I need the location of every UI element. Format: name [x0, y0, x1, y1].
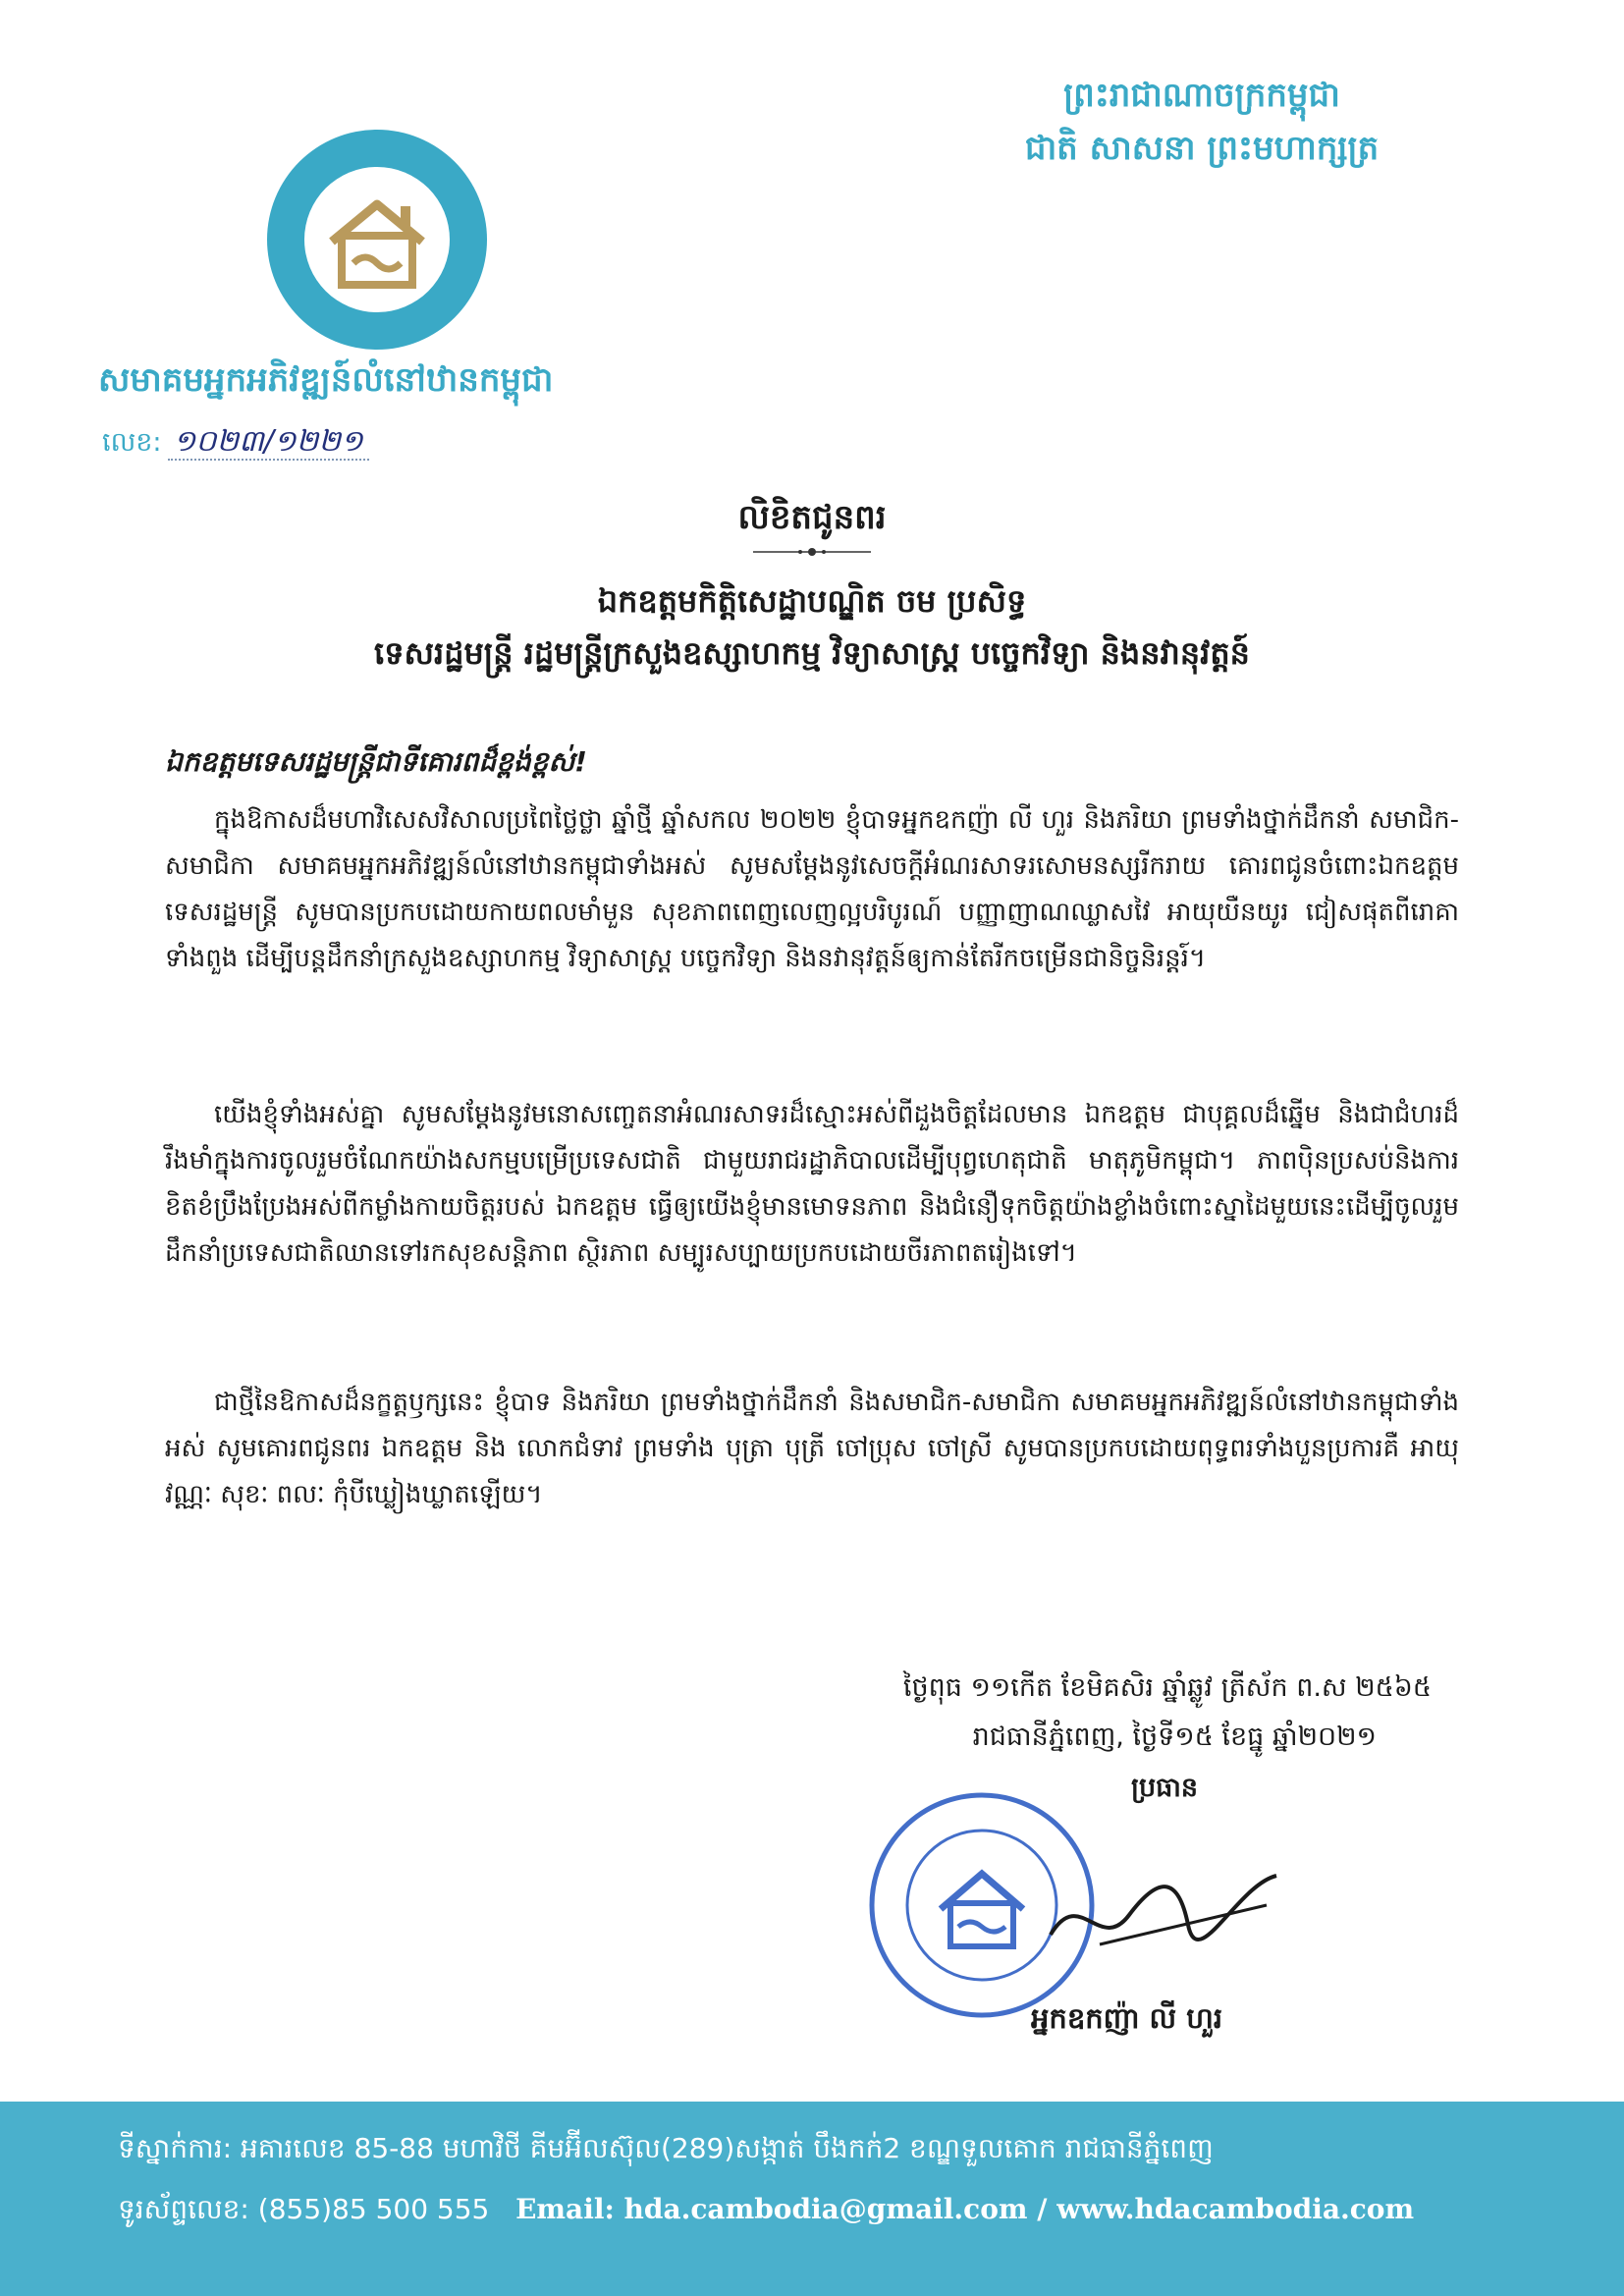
letter-title: លិខិតជូនពរ — [737, 498, 887, 537]
reference-value: ១០២៣/១២២១ — [168, 424, 369, 461]
footer-contact — [118, 2192, 1414, 2232]
body-paragraph-3: ជាថ្មីនៃឱកាសដ៏នក្ខត្តឫក្សនេះ ខ្ញុំបាទ និងភរិយា ព្រមទាំងថ្នាក់ដឹកនាំ និងសមាជិក-សមាជិកា សមាគមអ្នកអភិវឌ្ឍន៍លំនៅឋានកម្ពុជាទាំងអស់ សូមគោរពជូនពរ ឯកឧត្តម និង លោកជំទាវ ព្រមទាំង បុត្រា បុត្រី ចៅប្រុស ចៅស្រី សូមបានប្រកបដោយពុទ្ធពរទាំងបួនប្រការគឺ អាយុ វណ្ណៈ សុខៈ ពលៈ កុំបីឃ្លៀងឃ្លាតឡើយ។ — [165, 1388, 1459, 1509]
handwritten-signature — [1041, 1846, 1286, 1964]
kingdom-motto — [947, 69, 1457, 175]
association-logo — [263, 126, 491, 354]
organization-name: សមាគមអ្នកអភិវឌ្ឍន៍លំនៅឋានកម្ពុជា — [98, 360, 554, 400]
national-motto: ជាតិ សាសនា ព្រះមហាក្សត្រ — [1024, 129, 1380, 168]
email-website: Email: hda.cambodia@gmail.com / www.hdacambodia.com — [515, 2193, 1415, 2225]
reference-number — [102, 422, 369, 465]
recipient-title: ទេសរដ្ឋមន្ត្រី រដ្ឋមន្ត្រីក្រសួងឧស្សាហកម្ម វិទ្យាសាស្ត្រ បច្ចេកវិទ្យា និងនវានុវត្តន៍ — [374, 634, 1250, 672]
signer-name: អ្នកឧកញ៉ា លី ហួរ — [1031, 2001, 1223, 2035]
body-paragraph-2: យើងខ្ញុំទាំងអស់គ្នា សូមសម្ដែងនូវមនោសញ្ចេតនាអំណរសាទរដ៏ស្មោះអស់ពីដួងចិត្តដែលមាន ឯកឧត្តម ជាបុគ្គលដ៏ឆ្នើម និងជាជំហរដ៏រឹងមាំក្នុងការចូលរួមចំណែកយ៉ាងសកម្មបម្រើប្រទេសជាតិ ជាមួយរាជរដ្ឋាភិបាលដើម្បីបុព្វហេតុជាតិ មាតុភូមិកម្ពុជា។ ភាពប៉ិនប្រសប់និងការខិតខំប្រឹងប្រែងអស់ពីកម្លាំងកាយចិត្តរបស់ ឯកឧត្តម ធ្វើឲ្យយើងខ្ញុំមានមោទនភាព និងជំនឿទុកចិត្តយ៉ាងខ្លាំងចំពោះស្នាដៃមួយនេះដើម្បីចូលរួមដឹកនាំប្រទេសជាតិឈានទៅរកសុខសន្តិភាព ស្ថិរភាព សម្បូរសប្បាយប្រកបដោយចីរភាពតរៀងទៅ។ — [165, 1100, 1459, 1268]
reference-label: លេខ: — [102, 427, 162, 458]
solar-date: រាជធានីភ្នំពេញ, ថ្ងៃទី១៥ ខែធ្នូ ឆ្នាំ២០២១ — [972, 1722, 1377, 1752]
phone-number: (855)85 500 555 — [257, 2193, 490, 2225]
footer-address: ទីស្នាក់ការ: អគារលេខ 85-88 មហាវិថី គីមអ៊ីលស៊ុល(289)សង្កាត់ បឹងកក់2 ខណ្ឌទួលគោក រាជធានីភ្នំពេញ — [118, 2132, 1214, 2164]
salutation: ឯកឧត្តមទេសរដ្ឋមន្ត្រីជាទីគោរពដ៏ខ្ពង់ខ្ពស់! — [165, 745, 587, 778]
body-paragraph-1: ក្នុងឱកាសដ៏មហាវិសេសវិសាលប្រពៃថ្លៃថ្លា ឆ្នាំថ្មី ឆ្នាំសកល ២០២២ ខ្ញុំបាទអ្នកឧកញ៉ា លី ហួរ និងភរិយា ព្រមទាំងថ្នាក់ដឹកនាំ សមាជិក-សមាជិកា សមាគមអ្នកអភិវឌ្ឍន៍លំនៅឋានកម្ពុជាទាំងអស់ សូមសម្ដែងនូវសេចក្ដីអំណរសាទរសោមនស្សរីករាយ គោរពជូនចំពោះឯកឧត្តមទេសរដ្ឋមន្ត្រី សូមបានប្រកបដោយកាយពលមាំមួន សុខភាពពេញលេញល្អបរិបូរណ៍ បញ្ញាញាណឈ្លាសវៃ អាយុយឺនយូរ ជៀសផុតពីរោគាទាំងពួង ដើម្បីបន្តដឹកនាំក្រសួងឧស្សាហកម្ម វិទ្យាសាស្ត្រ បច្ចេកវិទ្យា និងនវានុវត្តន៍ឲ្យកាន់តែរីកចម្រើនជានិច្ចនិរន្តរ៍។ — [165, 805, 1459, 973]
ornament-divider-icon — [753, 545, 871, 559]
logo-emblem-icon — [263, 126, 491, 354]
kingdom-name: ព្រះរាជាណាចក្រកម្ពុជា — [1063, 76, 1340, 115]
lunar-date: ថ្ងៃពុធ ១១កើត ខែមិគសិរ ឆ្នាំឆ្លូវ ត្រីស័ក ព.ស ២៥៦៥ — [902, 1672, 1432, 1703]
signer-role: ប្រធាន — [1131, 1773, 1199, 1803]
recipient-name: ឯកឧត្តមកិត្តិសេដ្ឋាបណ្ឌិត ចម ប្រសិទ្ធ — [597, 582, 1027, 620]
phone-label: ទូរស័ព្ទលេខ: — [118, 2193, 249, 2225]
